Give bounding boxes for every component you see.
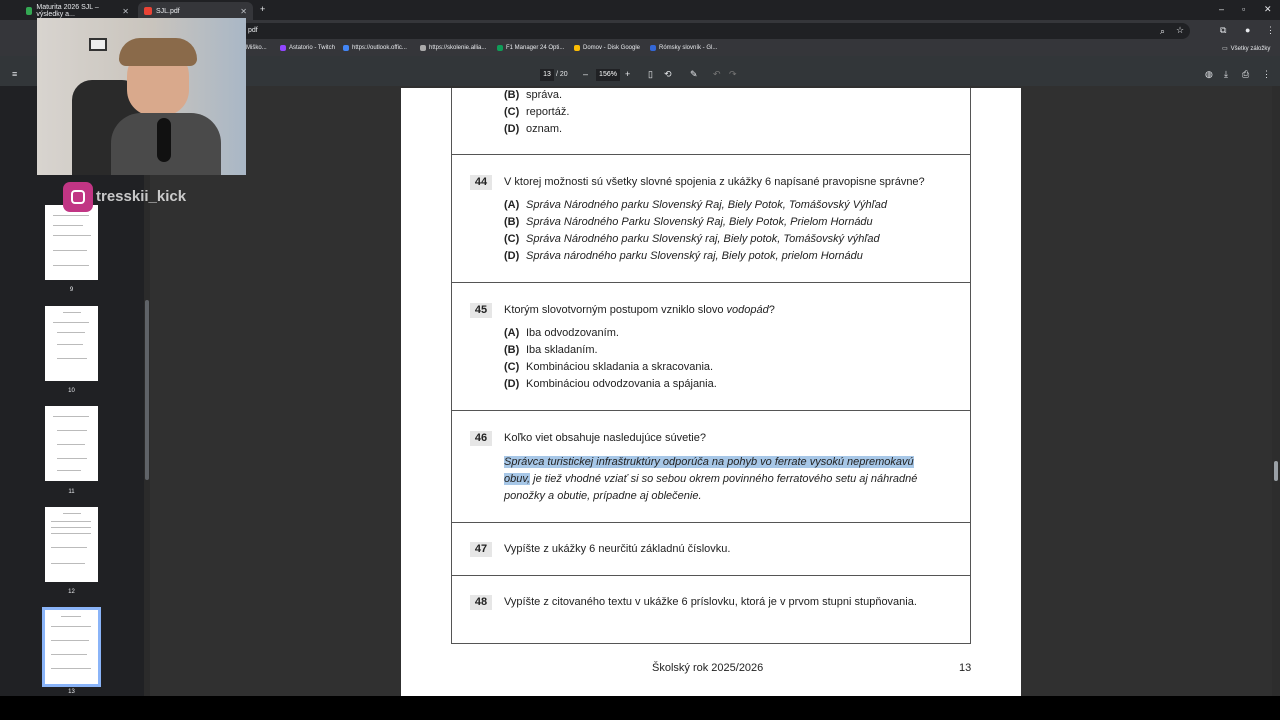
bookmark-skolenie[interactable]	[420, 45, 486, 51]
question-number: 45	[470, 303, 492, 318]
option-c: (C) Správa Národného parku Slovenský raj, Biely potok, Tomášovský výhľad	[504, 233, 880, 245]
globe-icon	[650, 45, 656, 51]
annotate-icon[interactable]: ✎	[690, 69, 698, 79]
sheets-icon	[497, 45, 503, 51]
star-icon[interactable]: ☆	[1176, 25, 1185, 35]
option-a: (A) Iba odvodzovaním.	[504, 327, 619, 339]
twitch-icon	[280, 45, 286, 51]
question-text: V ktorej možnosti sú všetky slovné spojenia z ukážky 6 napísané pravopisne správne?	[504, 176, 925, 188]
question-text: Vypíšte z citovaného textu v ukážke 6 príslovku, ktorá je v prvom stupni stupňovania.	[504, 596, 917, 608]
question-number: 44	[470, 175, 492, 190]
bookmark-all[interactable]	[1222, 45, 1270, 52]
zoom-value: 156%	[599, 71, 617, 78]
bookmark-label: Domov - Disk Google	[583, 45, 641, 51]
download-icon[interactable]: ⤓	[1224, 69, 1228, 79]
viewer-scroll-thumb[interactable]	[1274, 461, 1278, 481]
profile-icon[interactable]: ●	[1245, 25, 1251, 35]
zoom-lens-icon[interactable]: ⌕	[1160, 26, 1166, 36]
bottom-bar	[0, 696, 1280, 720]
quote-line-1[interactable]: Správca turistickej infraštruktúry odporúča na pohyb vo ferrate vysokú nepremokavú	[504, 456, 914, 468]
rotate-icon[interactable]: ⟲	[664, 69, 672, 79]
maturita-favicon-icon	[26, 7, 32, 15]
bookmark-f1[interactable]	[497, 45, 564, 51]
bookmark-outlook[interactable]	[343, 45, 407, 51]
redo-icon[interactable]: ↷	[729, 69, 737, 79]
hamburger-menu-icon[interactable]: ≡	[12, 69, 18, 79]
question-text: Koľko viet obsahuje nasledujúce súvetie?	[504, 432, 706, 444]
bookmark-label: Miško...	[246, 45, 267, 51]
bookmark-label: Rómsky slovník - Gl...	[659, 45, 718, 51]
thumbnail-page-9[interactable]	[45, 205, 98, 280]
thumbnail-label: 10	[68, 388, 75, 394]
thumbnail-page-13-selected[interactable]	[42, 607, 101, 687]
fit-page-icon[interactable]: ▯	[648, 69, 653, 79]
question-44-box	[451, 155, 971, 283]
print-icon[interactable]: ⎙	[1242, 69, 1250, 79]
question-46-box	[451, 411, 971, 523]
folder-icon: ▭	[1222, 46, 1228, 52]
question-number: 46	[470, 431, 492, 446]
drive-icon	[574, 45, 580, 51]
thumbnail-label: 11	[68, 489, 75, 495]
undo-icon[interactable]: ↶	[713, 69, 721, 79]
question-48-box	[451, 576, 971, 644]
viewer-scrollbar[interactable]	[1272, 86, 1280, 696]
thumbnail-page-11[interactable]	[45, 406, 98, 481]
zoom-in-icon[interactable]: +	[625, 69, 631, 79]
quote-line-3: ponožky a obutie, prípadne aj oblečenie.	[504, 490, 702, 502]
sidebar-scroll-thumb[interactable]	[145, 300, 149, 480]
instagram-icon	[63, 182, 93, 212]
save-icon[interactable]: ◍	[1205, 69, 1213, 79]
question-number: 48	[470, 595, 492, 610]
address-text: pdf	[248, 27, 258, 34]
maximize-icon[interactable]: ▫	[1242, 4, 1246, 14]
question-number: 47	[470, 542, 492, 557]
thumbnail-label: 9	[69, 287, 74, 293]
page-number-input[interactable]	[540, 69, 554, 81]
globe-icon	[420, 45, 426, 51]
person-hair	[119, 38, 197, 66]
page-current: 13	[543, 71, 551, 78]
question-47-box	[451, 523, 971, 576]
close-icon[interactable]: ✕	[240, 6, 247, 16]
zoom-out-icon[interactable]: –	[583, 69, 589, 79]
bookmark-label: https://outlook.offic...	[352, 45, 407, 51]
bookmark-twitch[interactable]	[280, 45, 335, 51]
option-b: (B) Iba skladaním.	[504, 344, 598, 356]
bookmark-label: Astatorio - Twitch	[289, 45, 335, 51]
menu-dots-icon[interactable]: ⋮	[1266, 25, 1275, 35]
page-total: / 20	[556, 71, 568, 78]
microphone	[157, 118, 171, 162]
option-d: (D) oznam.	[504, 123, 563, 135]
minimize-icon[interactable]: –	[1219, 4, 1225, 14]
zoom-input[interactable]	[596, 69, 620, 81]
webcam-overlay	[37, 18, 246, 175]
option-b: (B) správa.	[504, 89, 563, 101]
globe-icon	[343, 45, 349, 51]
tab-label: SJL.pdf	[156, 7, 180, 15]
bookmark-misko[interactable]	[246, 45, 267, 51]
option-d: (D) Správa národného parku Slovenský raj, Biely potok, prielom Hornádu	[504, 250, 863, 262]
option-c: (C) reportáž.	[504, 106, 570, 118]
thumbnail-page-12[interactable]	[45, 507, 98, 582]
instagram-handle: tresskii_kick	[96, 188, 187, 205]
thumbnail-label: 13	[68, 689, 75, 695]
thumbnail-label: 12	[68, 589, 75, 595]
question-text: Ktorým slovotvorným postupom vzniklo slovo vodopád?	[504, 304, 775, 316]
more-icon[interactable]: ⋮	[1262, 69, 1271, 79]
bookmark-label: F1 Manager 24 Opti...	[506, 45, 565, 51]
wall-picture	[89, 38, 107, 51]
address-field[interactable]	[240, 23, 1190, 39]
browser-tab-strip	[0, 0, 1280, 20]
option-c: (C) Kombináciou skladania a skracovania.	[504, 361, 714, 373]
option-d: (D) Kombináciou odvodzovania a spájania.	[504, 378, 717, 390]
option-b: (B) Správa Národného Parku Slovenský Raj, Biely Potok, Prielom Hornádu	[504, 216, 873, 228]
tab-label: Maturita 2026 SJL – výsledky a...	[36, 4, 99, 18]
extensions-icon[interactable]: ⧉	[1220, 25, 1227, 35]
question-45-box	[451, 283, 971, 411]
option-a: (A) Správa Národného parku Slovenský Raj, Biely Potok, Tomášovský Výhľad	[504, 199, 887, 211]
bookmark-label: Všetky záložky	[1230, 45, 1271, 52]
school-year: Školský rok 2025/2026	[652, 662, 764, 674]
question-text: Vypíšte z ukážky 6 neurčitú základnú číslovku.	[504, 543, 731, 555]
pdf-favicon-icon	[144, 7, 152, 15]
bookmark-drive[interactable]	[574, 45, 640, 51]
thumbnail-page-10[interactable]	[45, 306, 98, 381]
close-icon[interactable]: ✕	[122, 6, 129, 16]
question-43-box	[451, 88, 971, 155]
bookmark-label: https://skolenie.allia...	[429, 45, 487, 51]
quote-line-2[interactable]: obuv, je tiež vhodné vziať si so sebou okrem povinného ferratového setu aj náhradné	[504, 473, 918, 485]
bookmark-romsky[interactable]	[650, 45, 717, 51]
window-close-icon[interactable]: ✕	[1264, 4, 1272, 14]
new-tab-icon[interactable]: +	[260, 4, 266, 14]
page-number: 13	[959, 662, 972, 674]
